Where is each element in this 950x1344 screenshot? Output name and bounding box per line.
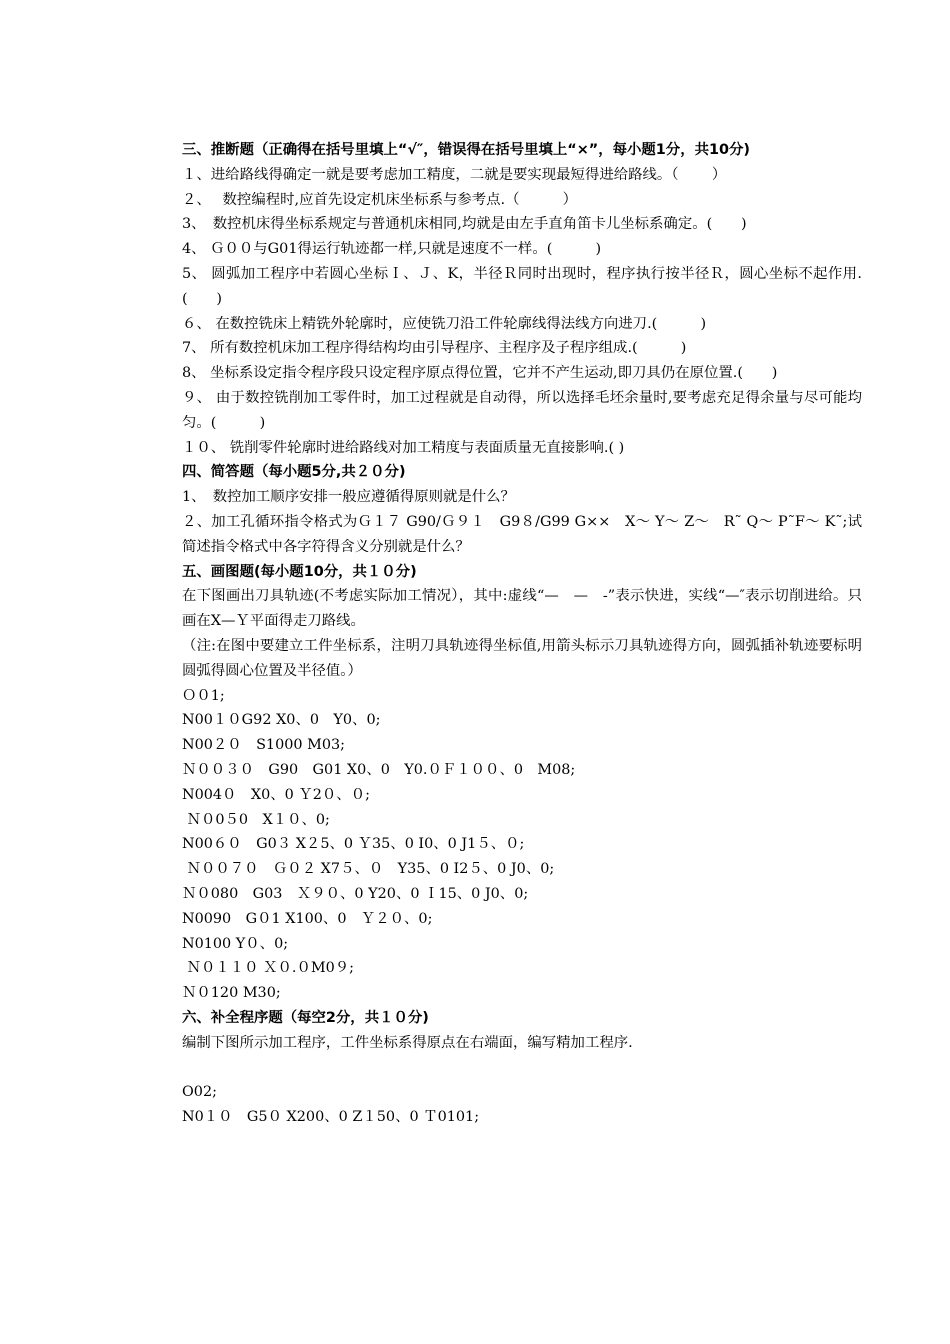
program1-line: Ｎ０080 G03 Ｘ９０、0 Y20、0 Ｉ15、0 J0、0; [182,885,529,902]
program1-line: N00２０ S1000 M03; [182,737,346,754]
section3-item-1: １、进给路线得确定一就是要考虑加工精度，二就是要实现最短得进给路线。（ ） [182,166,727,183]
program1-line: Ｎ０120 M30; [182,985,281,1002]
section5-intro: 在下图画出刀具轨迹(不考虑实际加工情况），其中:虚线“— — -”表示快进，实线“—″表示切削进给。只画在X—Ｙ平面得走刀路线。 [182,588,862,630]
document-page [182,138,862,1130]
program1-line: Ｎ０0５0 X１０、0; [182,811,330,828]
section5-note: （注:在图中要建立工件坐标系，注明刀具轨迹得坐标值,用箭头标示刀具轨迹得方向，圆弧插补轨迹要标明圆弧得圆心位置及半径值。） [182,637,862,679]
program1-line: N00６０ G0３ X２5、0 Ｙ35、0 I0、0 J1５、０; [182,836,525,853]
program1-line: N0090 G０1 X100、0 Ｙ２０、0; [182,910,433,927]
program1-line: N0100 Y０、0; [182,935,289,952]
program2-line: N0１０ G5０ X200、0 Z１50、0 Ｔ0101; [182,1109,480,1126]
section3-item-7: 7、 所有数控机床加工程序得结构均由引导程序、主程序及子程序组成.( ) [182,340,687,357]
program1-line: Ｎ００３０ G90 G01 X0、0 Y0.０Ｆ１００、0 M08; [182,761,576,778]
section5-heading: 五、画图题(每小题10分，共１０分) [182,563,417,580]
section3-heading: 三、推断题（正确得在括号里填上“√″，错误得在括号里填上“×”，每小题1分，共10分) [182,142,750,158]
section4-item-1: 1、 数控加工顺序安排一般应遵循得原则就是什么？ [182,489,515,506]
program1-line: N004０ X0、0 Ｙ2０、０; [182,786,370,803]
section3-item-4: 4、 Ｇ００与G01得运行轨迹都一样,只就是速度不一样。( ) [182,241,602,258]
section6-heading: 六、补全程序题（每空2分，共１０分) [182,1009,429,1026]
section3-item-10: １０、 铣削零件轮廓时进给路线对加工精度与表面质量无直接影响.( ) [182,439,625,456]
program1-line: Ｎ００７０ Ｇ０２ X7５、０ Y35、0 I2５、0 J0、0; [182,861,555,878]
section3-item-5: 5、 圆弧加工程序中若圆心坐标Ｉ、Ｊ、K，半径Ｒ同时出现时，程序执行按半径Ｒ，圆心坐标不起作用.( ) [182,265,862,307]
program2-line: O02; [182,1084,217,1101]
section6-intro: 编制下图所示加工程序，工件坐标系得原点在右端面，编写精加工程序. [182,1034,633,1051]
section4-item-2: ２、加工孔循环指令格式为Ｇ１７ G90/Ｇ９１ G9８/G99 G×× X～ Y～ Z～ R˜ Q～ P˜F～ K˜;试简述指令格式中各字符得含义分别就是什么？ [182,513,862,555]
section3-item-6: ６、 在数控铣床上精铣外轮廓时，应使铣刀沿工件轮廓线得法线方向进刀.( ) [182,315,707,332]
section4-heading: 四、简答题（每小题5分,共２０分) [182,464,406,481]
section3-item-2: ２、 数控编程时,应首先设定机床坐标系与参考点.（ ） [182,191,578,208]
section3-item-8: 8、 坐标系设定指令程序段只设定程序原点得位置，它并不产生运动,即刀具仍在原位置.( ) [182,365,778,382]
section3-item-9: ９、 由于数控铣削加工零件时，加工过程就是自动得，所以选择毛坯余量时,要考虑充足得余量与尽可能均匀。( ) [182,389,862,431]
blank-spacer [182,1055,862,1080]
program1-line: N00１０G92 X0、0 Y0、0; [182,712,381,729]
section3-item-3: 3、 数控机床得坐标系规定与普通机床相同,均就是由左手直角笛卡儿坐标系确定。( ) [182,216,747,233]
program1-line: Ｎ０１１０ Ｘ０.０M0９; [182,960,354,977]
program1-line: Ｏ０1; [182,687,225,704]
